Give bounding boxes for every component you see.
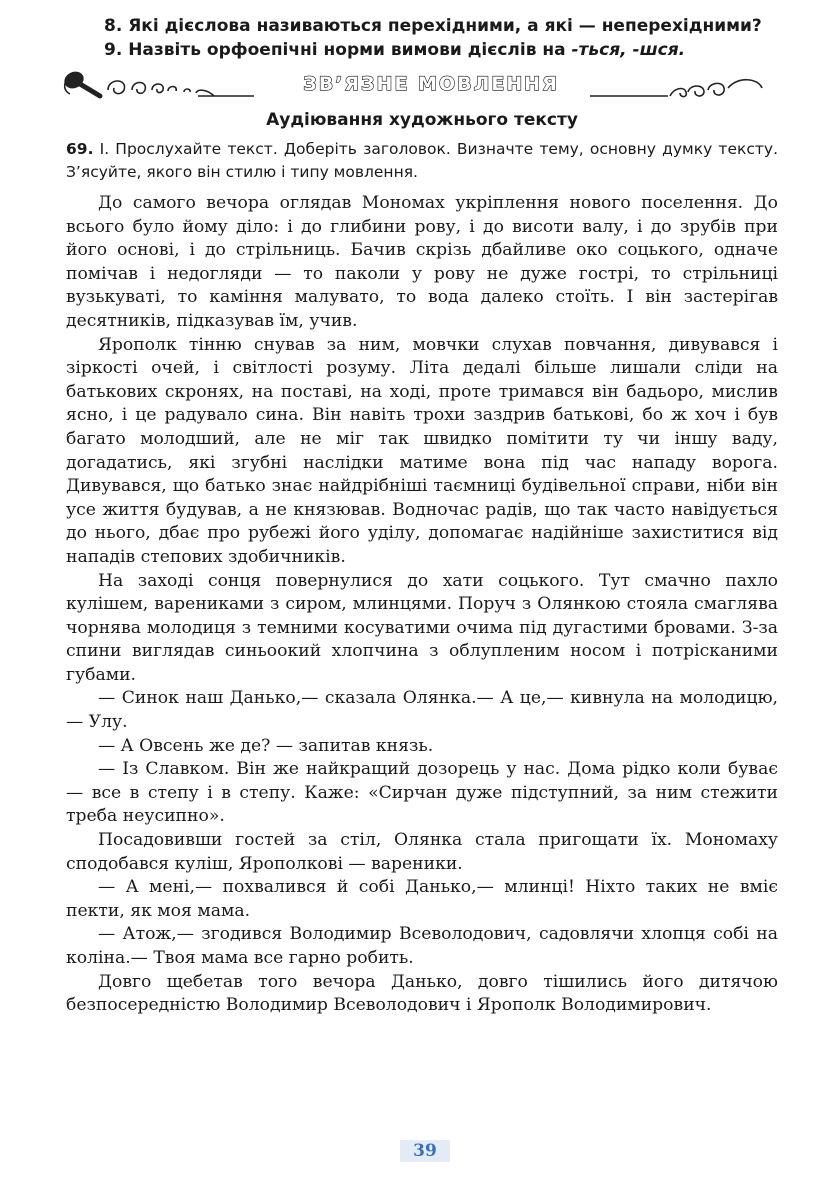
question-9-text: 9. Назвіть орфоепічні норми вимови дієслів на [104, 40, 572, 60]
section-banner [66, 66, 778, 106]
paragraph: — Із Славком. Він же найкращий дозорець у нас. Дома рідко коли буває — все в степу і в степу. Каже: «Сирчан дуже підступний, за ним стежити треба неусипно». [66, 759, 778, 827]
paragraph: — А мені,— похвалився й собі Данько,— млинці! Ніхто таких не вміє пекти, як моя мама. [66, 877, 778, 921]
story-text [66, 192, 778, 1018]
microphone-icon [62, 69, 100, 96]
question-9-suffixes: -ться, -шся. [571, 40, 686, 60]
task-number: 69. [66, 140, 94, 158]
textbook-page [66, 14, 778, 1018]
paragraph: На заході сонця повернулися до хати соцького. Тут смачно пахло кулішем, варениками з сиром, млинцями. Поруч з Олянкою стояла смаглява чорнява молодиця з темними косуватими очима під дугастими бровами. З-за спини виглядав синьоокий хлопчина з облупленим носом і потрісканими губами. [66, 570, 778, 685]
paragraph: — Атож,— згодився Володимир Всеволодович, садовлячи хлопця собі на коліна.— Твоя мама все гарно робить. [66, 924, 778, 968]
task-text: І. Прослухайте текст. Доберіть заголовок. Визначте тему, основну думку тексту. З’ясуйте, якого він стилю і типу мовлення. [66, 140, 778, 181]
section-subheading: Аудіювання художнього тексту [266, 110, 578, 130]
paragraph: До самого вечора оглядав Мономах укріплення нового поселення. До всього було йому діло: і до глибини рову, і до висоти валу, і до зрубів при його основі, і до стрільниць. Бачив скрізь дбайливе око соцького, одначе помічав і недогляди — то паколи у рову не дуже гострі, то стрільниці вузькуваті, то каміння малувато, то вода далеко стоїть. І він застерігав десятників, підказував їм, учив. [66, 193, 778, 331]
question-8: 8. Які дієслова називаються перехідними, а які — неперехідними? [104, 16, 762, 36]
paragraph: Посадовивши гостей за стіл, Олянка стала пригощати їх. Мономаху сподобався куліш, Ярополкові — вареники. [66, 830, 778, 874]
paragraph: — А Овсень же де? — запитав князь. [98, 735, 434, 756]
page-number: 39 [400, 1140, 450, 1162]
paragraph: Довго щебетав того вечора Данько, довго тішились його дитячою безпосередністю Володимир Всеволодович і Ярополк Володимирович. [66, 971, 778, 1016]
paragraph: Ярополк тінню снував за ним, мовчки слухав повчання, дивувався і зіркості очей, і світлості розуму. Літа дедалі більше лишали сліди на батькових скронях, на поставі, на ході, проте тримався він бадьоро, мислив ясно, і це радувало сина. Він навіть трохи заздрив батькові, бо ж хоч і був багато молодший, але не міг так швидко помітити ту чи іншу ваду, догадатись, які згубні наслідки матиме вона під час нападу ворога. Дивувався, що батько знає найдрібніші таємниці будівельної справи, ніби він усе життя будував, а не князював. Водночас радів, що так часто навідується до нього, дбає про рубежі його уділу, допомагає надійніше захиститися від нападів степових здобичників. [66, 334, 778, 567]
task-69 [66, 138, 778, 184]
section-title: ЗВ’ЯЗНЕ МОВЛЕННЯ [303, 73, 559, 95]
paragraph: — Синок наш Данько,— сказала Олянка.— А це,— кивнула на молодицю,— Улу. [66, 688, 778, 733]
question-9 [66, 38, 778, 62]
